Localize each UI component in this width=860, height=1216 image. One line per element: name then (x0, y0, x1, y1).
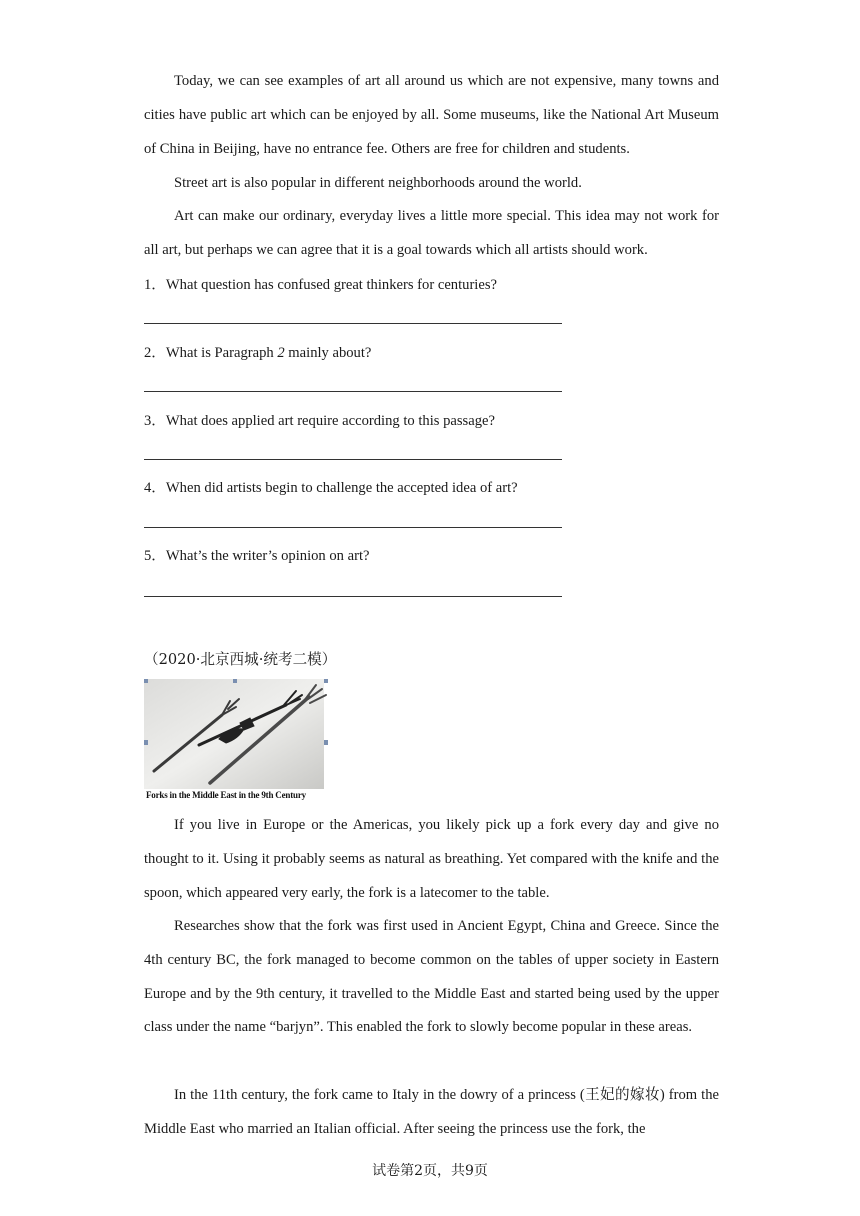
forks-photo (144, 679, 329, 803)
paragraph-fork-italy: In the 11th century, the fork came to Italy in the dowry of a princess (王妃的嫁妆) from the Middle East who married an Italian official. After seeing the princess use the fork, the (144, 1087, 719, 1137)
question-5 (144, 546, 370, 566)
answer-line-2[interactable] (144, 391, 562, 392)
page-footer: 试卷第2页，共9页 (372, 1163, 488, 1179)
question-4 (144, 478, 518, 498)
question-number: 2． (144, 345, 166, 361)
question-1 (144, 275, 497, 295)
paragraph-fork-latecomer: If you live in Europe or the Americas, you likely pick up a fork every day and give no thought to it. Using it probably seems as natural as breathing. Yet compared with the knife and the spoon, which appeared very early, the fork is a latecomer to the table. (144, 817, 719, 901)
question-text: What does applied art require according to this passage? (165, 413, 495, 429)
figure-caption: Forks in the Middle East in the 9th Century (146, 790, 306, 800)
answer-line-3[interactable] (144, 459, 562, 460)
question-text: When did artists begin to challenge the accepted idea of art? (165, 480, 518, 496)
answer-line-1[interactable] (144, 323, 562, 324)
question-text-end: mainly about? (284, 345, 372, 361)
question-text: What is Paragraph (165, 345, 278, 361)
forks-illustration (144, 679, 329, 803)
question-italic-number: 2 (277, 345, 285, 361)
paragraph-art-special: Art can make our ordinary, everyday lives a little more special. This idea may not work for all art, but perhaps we can agree that it is a goal towards which all artists should work. (144, 208, 719, 258)
question-3 (144, 411, 495, 431)
answer-line-5[interactable] (144, 596, 562, 597)
paragraph-public-art: Today, we can see examples of art all around us which are not expensive, many towns and cities have public art which can be enjoyed by all. Some museums, like the National Art Museum of China in Beijing, have no entrance fee. Others are free for children and students. (144, 73, 719, 157)
source-label: （2020·北京西城·统考二模） (144, 651, 337, 668)
paragraph-fork-history: Researches show that the fork was first used in Ancient Egypt, China and Greece. Since the 4th century BC, the fork managed to become common on the tables of upper society in Eastern Europe and by the 9th century, it travelled to the Middle East and started being used by the upper class under the name “barjyn”. This enabled the fork to slowly become popular in these areas. (144, 918, 719, 1036)
question-2 (144, 343, 371, 363)
question-text: What’s the writer’s opinion on art? (165, 548, 370, 564)
question-number: 5． (144, 548, 166, 564)
question-number: 1． (144, 277, 166, 293)
paragraph-street-art: Street art is also popular in different neighborhoods around the world. (174, 175, 582, 191)
question-number: 3． (144, 413, 166, 429)
question-text: What question has confused great thinkers for centuries? (165, 277, 497, 293)
answer-line-4[interactable] (144, 527, 562, 528)
question-number: 4． (144, 480, 166, 496)
